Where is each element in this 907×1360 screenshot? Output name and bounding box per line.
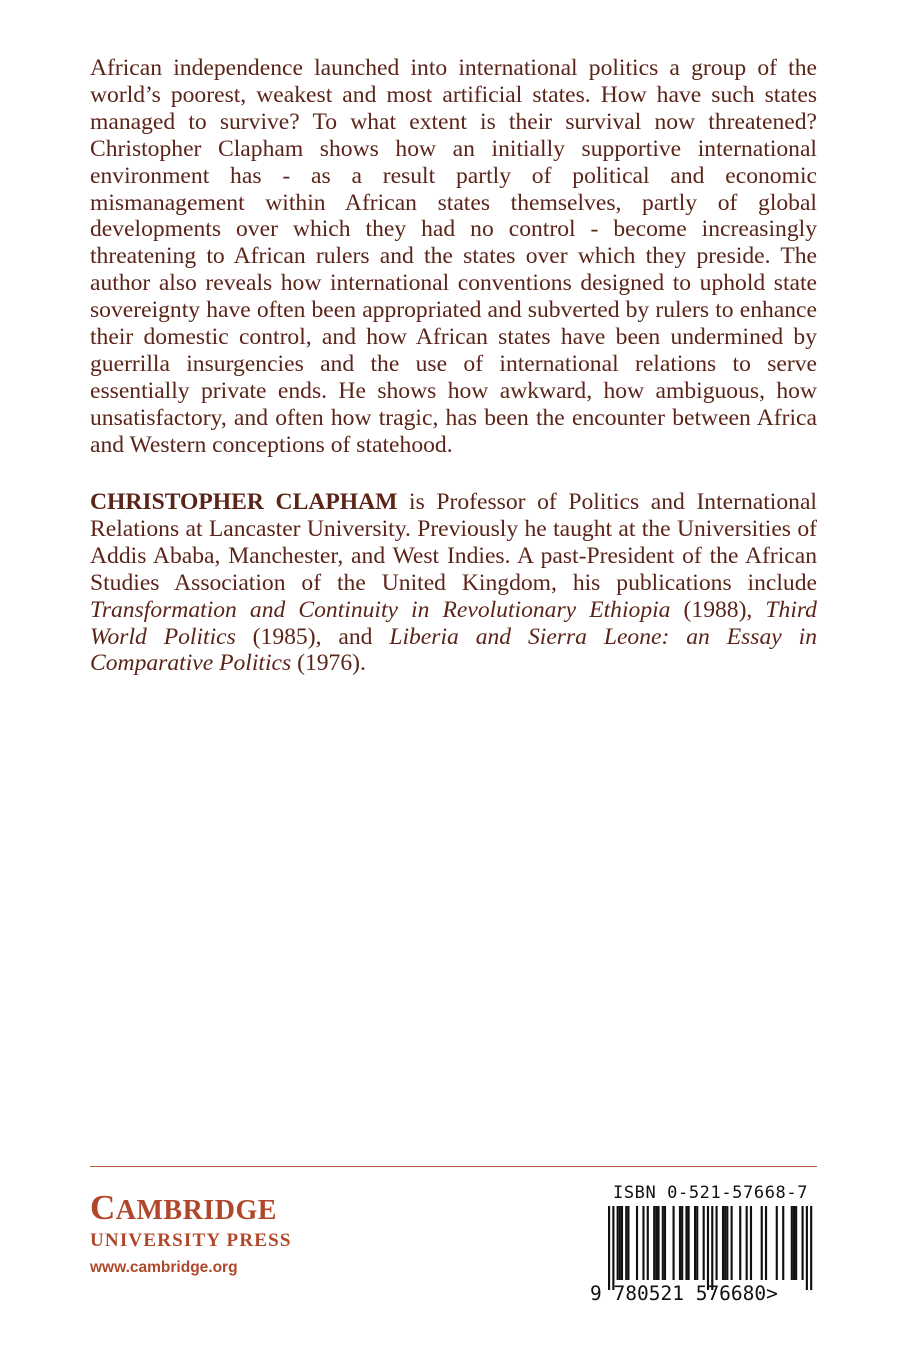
barcode-bar — [657, 1206, 659, 1280]
book-title-2: Third World Politics — [90, 596, 817, 650]
barcode-bar — [664, 1206, 666, 1280]
barcode-bar — [806, 1206, 808, 1290]
barcode-bar — [696, 1206, 698, 1280]
barcode-bar — [793, 1206, 795, 1280]
barcode-bar — [625, 1206, 627, 1280]
publisher-name: CAMBRIDGE — [90, 1188, 277, 1227]
barcode-bar — [627, 1206, 629, 1280]
barcode-bar — [776, 1206, 778, 1280]
bio-text-1: is Professor of Politics and International Relations at Lancaster University. Previously he taught at the Universities of Addis Ababa, Manchester, and West Indies. A past-President of the African Studies Association of the United Kingdom, his publications include — [90, 489, 817, 596]
barcode-bar — [765, 1206, 767, 1280]
barcode-bar — [608, 1206, 610, 1290]
book-description: African independence launched into international politics a group of the world’s poorest, weakest and most artificial states. How have such states managed to survive? To what extent is their survival now threatened? Christopher Clapham shows how an initially supportive international environment has - as a result partly of political and economic mismanagement within African states themselves, partly of global developments over which they had no control - become increasingly threatening to African rulers and the states over which they preside. The author also reveals how international conventions designed to uphold state sovereignty have often been appropriated and subverted by rulers to enhance their domestic control, and how African states have been undermined by guerrilla insurgencies and the use of international relations to serve essentially private ends. He shows how awkward, how ambiguous, how unsatisfactory, and often how tragic, has been the encounter between Africa and Western conceptions of statehood. — [90, 55, 817, 458]
author-name: CHRISTOPHER CLAPHAM — [90, 489, 398, 515]
barcode-bar — [746, 1206, 748, 1280]
barcode-bar — [761, 1206, 763, 1280]
barcode-bar — [810, 1206, 812, 1290]
book-title-3: Liberia and Sierra Leone: an Essay in Comparative Politics — [90, 623, 817, 677]
barcode-bar — [782, 1206, 784, 1280]
barcode-bar — [647, 1206, 649, 1280]
barcode-bar — [750, 1206, 752, 1280]
publisher-logo — [90, 1189, 292, 1277]
barcode-bar — [711, 1206, 713, 1290]
book-title-1: Transformation and Continuity in Revolutionary Ethiopia — [90, 596, 671, 623]
isbn-label: ISBN 0-521-57668-7 — [613, 1183, 809, 1203]
bio-text-3: (1985), and — [235, 623, 390, 650]
barcode-bar — [726, 1206, 728, 1280]
barcode-bar — [655, 1206, 657, 1280]
barcode-bar — [802, 1206, 804, 1280]
barcode-bar — [612, 1206, 614, 1290]
bio-text-4: (1976). — [291, 650, 366, 677]
barcode-bar — [621, 1206, 623, 1280]
barcode-bar — [795, 1206, 797, 1280]
barcode-bar — [791, 1206, 793, 1280]
bio-text-2: (1988), — [670, 596, 766, 623]
barcode-bar — [679, 1206, 681, 1280]
publisher-url: www.cambridge.org — [90, 1259, 238, 1276]
barcode-bar — [673, 1206, 675, 1280]
barcode-bar — [688, 1206, 690, 1280]
barcode-bar — [716, 1206, 718, 1280]
barcode-bar — [619, 1206, 621, 1280]
barcode-bar — [739, 1206, 741, 1280]
barcode-bar — [724, 1206, 726, 1280]
divider-rule — [90, 1166, 817, 1167]
barcode-bar — [703, 1206, 705, 1280]
barcode — [594, 1206, 814, 1290]
barcode-digits: 9 780521 576680> — [590, 1282, 778, 1305]
barcode-bar — [681, 1206, 683, 1280]
barcode-bar — [653, 1206, 655, 1280]
barcode-bar — [617, 1206, 619, 1280]
author-bio — [90, 489, 817, 677]
barcode-bar — [642, 1206, 644, 1280]
barcode-bar — [636, 1206, 638, 1280]
barcode-bar — [722, 1206, 724, 1280]
barcode-bar — [685, 1206, 687, 1280]
barcode-bar — [707, 1206, 709, 1290]
publisher-press: UNIVERSITY PRESS — [90, 1230, 292, 1251]
barcode-bar — [694, 1206, 696, 1280]
barcode-bar — [662, 1206, 664, 1280]
barcode-bar — [731, 1206, 733, 1280]
